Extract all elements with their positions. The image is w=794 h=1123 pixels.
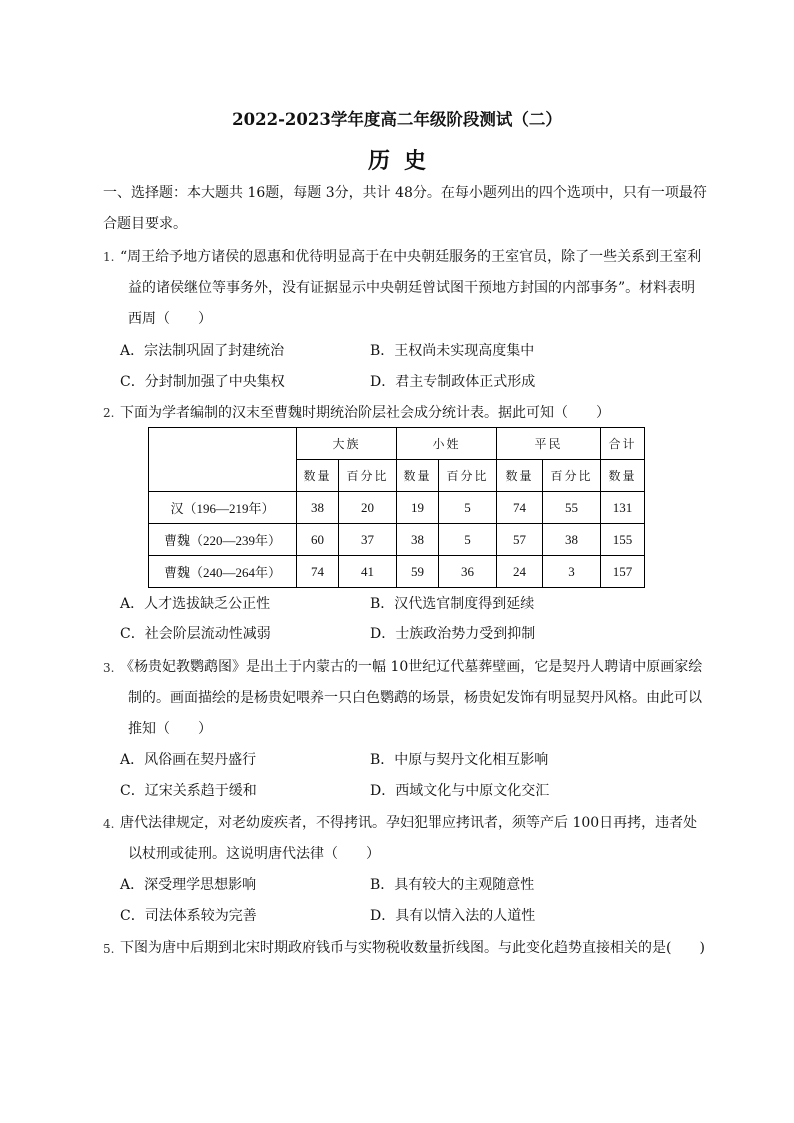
table-row: [149, 492, 645, 524]
table-row-label: 曹魏（240—264年）: [149, 556, 297, 588]
option-a[interactable]: A．人才选拔缺乏公正性: [120, 596, 271, 612]
table-cell: 36: [439, 556, 497, 588]
question-text-line: 《杨贵妃教鹦鹉图》是出土于内蒙古的一幅 10世纪辽代墓葬壁画，它是契丹人聘请中原画家绘: [120, 659, 703, 675]
option-c[interactable]: C．辽宋关系趋于缓和: [120, 783, 257, 799]
table-cell: 38: [543, 524, 601, 556]
question-number: 3.: [103, 661, 115, 675]
table-corner-cell: [149, 428, 297, 492]
option-b[interactable]: B．汉代选官制度得到延续: [370, 596, 535, 612]
table-cell: 5: [439, 524, 497, 556]
option-b[interactable]: B．中原与契丹文化相互影响: [370, 752, 549, 768]
table-cell: 131: [601, 492, 645, 524]
table-subheader: 数量: [397, 460, 439, 492]
table-cell: 155: [601, 524, 645, 556]
question-text-line: 西周（ ）: [128, 311, 212, 327]
subject-title: 历史: [367, 148, 440, 174]
question-text-line: 下图为唐中后期到北宋时期政府钱币与实物税收数量折线图。与此变化趋势直接相关的是( ): [120, 940, 705, 956]
question-number: 2.: [103, 406, 115, 420]
table-cell: 20: [339, 492, 397, 524]
table-cell: 38: [397, 524, 439, 556]
question-number: 1.: [103, 250, 115, 264]
option-b[interactable]: B．具有较大的主观随意性: [370, 877, 535, 893]
option-c[interactable]: C．社会阶层流动性减弱: [120, 626, 271, 642]
table-row-label: 汉（196—219年）: [149, 492, 297, 524]
table-row-label: 曹魏（220—239年）: [149, 524, 297, 556]
question-text-line: 唐代法律规定，对老幼废疾者，不得拷讯。孕妇犯罪应拷讯者，须等产后 100日再拷，违者处: [120, 815, 698, 831]
table-cell: 41: [339, 556, 397, 588]
table-cell: 24: [497, 556, 543, 588]
table-cell: 74: [297, 556, 339, 588]
option-b[interactable]: B．王权尚未实现高度集中: [370, 343, 535, 359]
table-row: [149, 556, 645, 588]
section-intro-line-2: 合题目要求。: [103, 216, 187, 232]
table-cell: 74: [497, 492, 543, 524]
option-c[interactable]: C．司法体系较为完善: [120, 908, 257, 924]
table-cell: 59: [397, 556, 439, 588]
table-cell: 5: [439, 492, 497, 524]
option-a[interactable]: A．风俗画在契丹盛行: [120, 752, 257, 768]
table-group-header: 小姓: [397, 428, 497, 460]
table-subheader: 百分比: [339, 460, 397, 492]
table-cell: 60: [297, 524, 339, 556]
question-number: 4.: [103, 817, 115, 831]
option-d[interactable]: D．士族政治势力受到抑制: [370, 626, 536, 642]
option-d[interactable]: D．具有以情入法的人道性: [370, 908, 536, 924]
table-subheader: 数量: [297, 460, 339, 492]
table-cell: 55: [543, 492, 601, 524]
table-row: [149, 524, 645, 556]
table-group-header: 平民: [497, 428, 601, 460]
table-subheader: 百分比: [439, 460, 497, 492]
table-cell: 19: [397, 492, 439, 524]
question-text-line: 推知（ ）: [128, 721, 212, 737]
question-text-line: 制的。画面描绘的是杨贵妃喂养一只白色鹦鹉的场景，杨贵妃发饰有明显契丹风格。由此可以: [128, 690, 702, 706]
table-header-row: [149, 428, 645, 460]
option-d[interactable]: D．西域文化与中原文化交汇: [370, 783, 550, 799]
table-subheader: 百分比: [543, 460, 601, 492]
question-number: 5.: [103, 942, 115, 956]
table-cell: 57: [497, 524, 543, 556]
section-intro-line-1: 一、选择题：本大题共 16题，每题 3分，共计 48分。在每小题列出的四个选项中，只有一项最符: [103, 185, 707, 201]
option-d[interactable]: D．君主专制政体正式形成: [370, 374, 536, 390]
option-a[interactable]: A．深受理学思想影响: [120, 877, 257, 893]
table-cell: 38: [297, 492, 339, 524]
table-cell: 157: [601, 556, 645, 588]
question-text-line: 益的诸侯继位等事务外，没有证据显示中央朝廷曾试图干预地方封国的内部事务”。材料表明: [128, 280, 696, 296]
table-cell: 3: [543, 556, 601, 588]
option-a[interactable]: A．宗法制巩固了封建统治: [120, 343, 285, 359]
question-text-line: 下面为学者编制的汉末至曹魏时期统治阶层社会成分统计表。据此可知（ ）: [120, 405, 610, 421]
question-text-line: “周王给予地方诸侯的恩惠和优待明显高于在中央朝廷服务的王室官员，除了一些关系到王室利: [120, 249, 702, 265]
exam-title: 2022-2023学年度高二年级阶段测试（二）: [232, 110, 562, 129]
table-group-header: 合计: [601, 428, 645, 460]
table-group-header: 大族: [297, 428, 397, 460]
option-c[interactable]: C．分封制加强了中央集权: [120, 374, 285, 390]
question-text-line: 以杖刑或徒刑。这说明唐代法律（ ）: [128, 846, 380, 862]
table-subheader: 数量: [497, 460, 543, 492]
table-subheader: 数量: [601, 460, 645, 492]
statistics-table: [148, 427, 645, 588]
table-cell: 37: [339, 524, 397, 556]
